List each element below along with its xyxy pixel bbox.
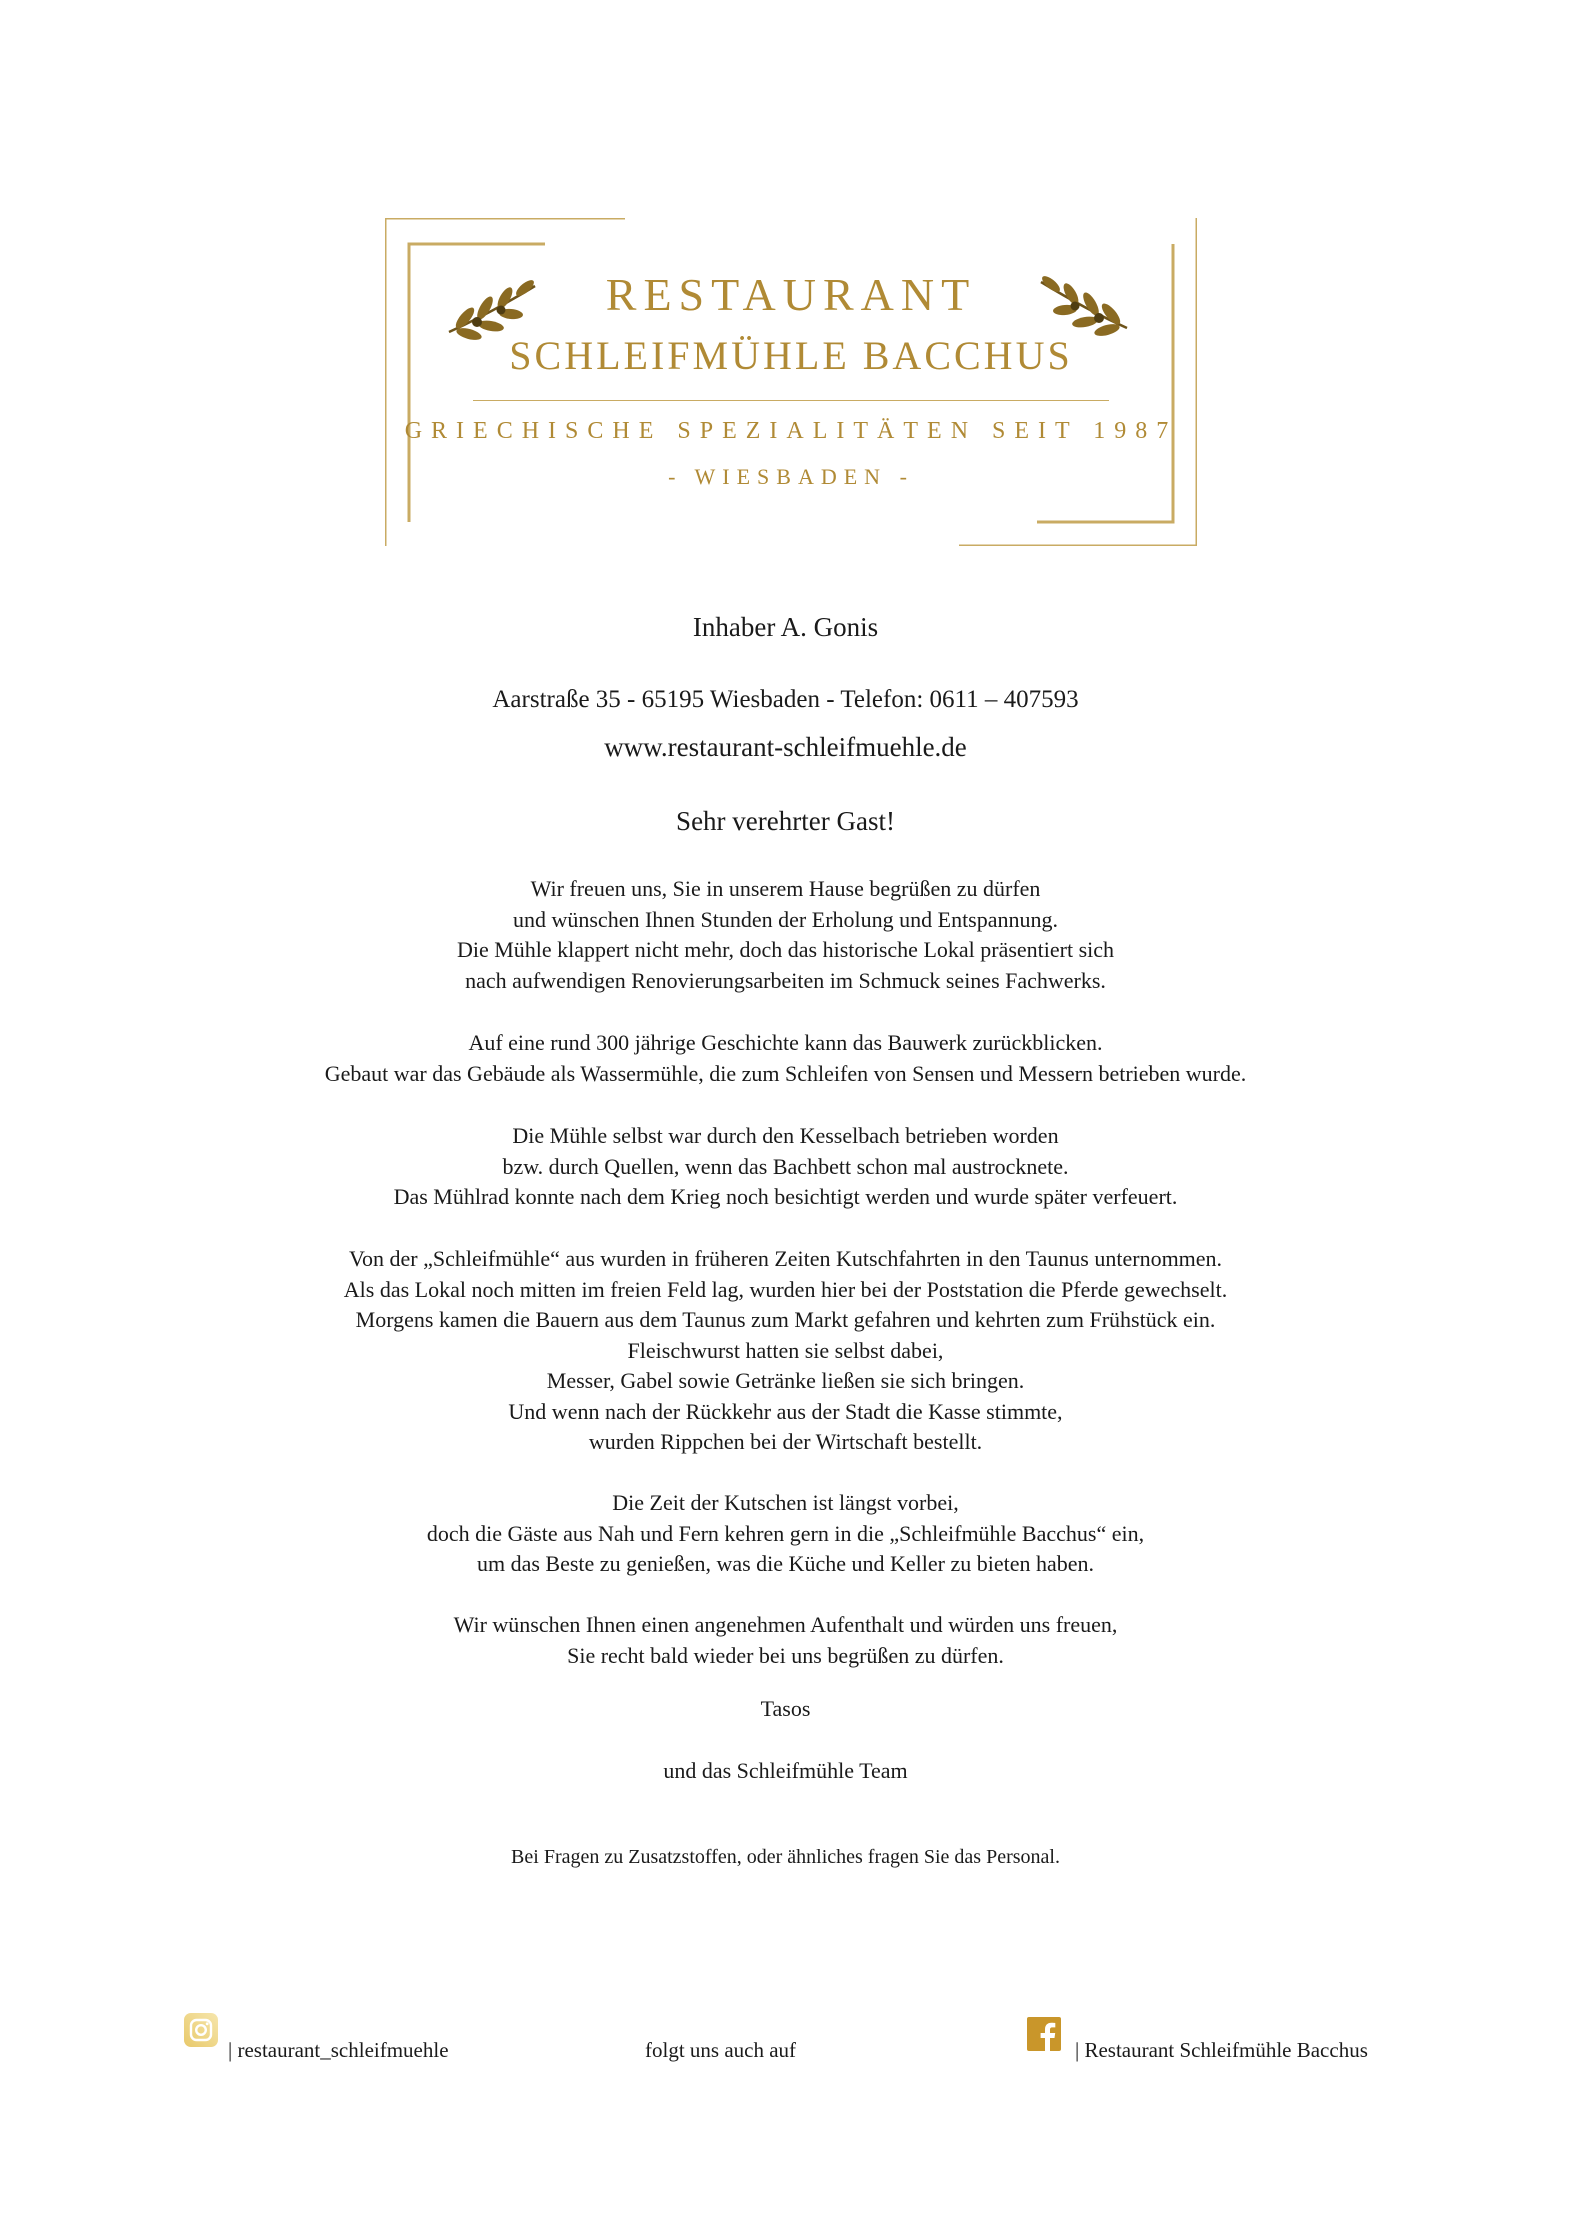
follow-us-text: folgt uns auch auf bbox=[645, 2038, 797, 2062]
text-line: Sie recht bald wieder bei uns begrüßen zu dürfen. bbox=[567, 1642, 1004, 1668]
restaurant-logo bbox=[385, 218, 1197, 546]
instagram-handle[interactable]: | restaurant_schleifmuehle bbox=[228, 2038, 449, 2062]
facebook-icon[interactable] bbox=[1027, 2017, 1061, 2051]
text-line: nach aufwendigen Renovierungsarbeiten im Schmuck seines Fachwerks. bbox=[465, 967, 1106, 993]
text-line: Die Zeit der Kutschen ist längst vorbei, bbox=[612, 1490, 959, 1515]
logo-city: - WIESBADEN - bbox=[668, 464, 914, 489]
logo-subtitle: SCHLEIFMÜHLE BACCHUS bbox=[509, 333, 1073, 378]
text-line: wurden Rippchen bei der Wirtschaft bestellt. bbox=[588, 1429, 983, 1454]
additives-note: Bei Fragen zu Zusatzstoffen, oder ähnliches fragen Sie das Personal. bbox=[511, 1846, 1060, 1868]
address-line: Aarstraße 35 - 65195 Wiesbaden - Telefon: 0611 – 407593 bbox=[492, 686, 1079, 713]
paragraph-guests bbox=[0, 1488, 1571, 1580]
paragraph-history bbox=[0, 1028, 1571, 1089]
greeting: Sehr verehrter Gast! bbox=[676, 806, 895, 836]
text-line: Auf eine rund 300 jährige Geschichte kann das Bauwerk zurückblicken. bbox=[468, 1030, 1103, 1055]
logo-title: RESTAURANT bbox=[605, 269, 977, 320]
text-line: Das Mühlrad konnte nach dem Krieg noch besichtigt werden und wurde später verfeuert. bbox=[393, 1184, 1178, 1209]
website-link[interactable]: www.restaurant-schleifmuehle.de bbox=[604, 732, 967, 762]
text-line: Die Mühle klappert nicht mehr, doch das historische Lokal präsentiert sich bbox=[456, 937, 1115, 962]
paragraph-mill bbox=[0, 1121, 1571, 1213]
text-line: Von der „Schleifmühle“ aus wurden in früheren Zeiten Kutschfahrten in den Taunus unternommen. bbox=[348, 1246, 1223, 1271]
text-line: Gebaut war das Gebäude als Wassermühle, die zum Schleifen von Sensen und Messern betrieben wurde. bbox=[324, 1060, 1247, 1086]
text-line: Die Mühle selbst war durch den Kesselbach betrieben worden bbox=[512, 1123, 1059, 1148]
text-line: und wünschen Ihnen Stunden der Erholung und Entspannung. bbox=[512, 906, 1059, 932]
text-line: Wir freuen uns, Sie in unserem Hause begrüßen zu dürfen bbox=[530, 876, 1041, 901]
text-line: Messer, Gabel sowie Getränke ließen sie sich bringen. bbox=[546, 1368, 1025, 1393]
text-line: um das Beste zu genießen, was die Küche und Keller zu bieten haben. bbox=[476, 1551, 1094, 1576]
facebook-page-name[interactable]: | Restaurant Schleifmühle Bacchus bbox=[1075, 2038, 1368, 2062]
text-line: doch die Gäste aus Nah und Fern kehren gern in die „Schleifmühle Bacchus“ ein, bbox=[426, 1520, 1145, 1546]
owner-line: Inhaber A. Gonis bbox=[692, 612, 879, 642]
paragraph-carriages bbox=[0, 1244, 1571, 1458]
signature-name: Tasos bbox=[760, 1696, 811, 1721]
instagram-icon[interactable] bbox=[183, 2012, 219, 2048]
signature-team: und das Schleifmühle Team bbox=[663, 1758, 908, 1783]
logo-tagline: GRIECHISCHE SPEZIALITÄTEN SEIT 1987 bbox=[404, 418, 1178, 444]
text-line: bzw. durch Quellen, wenn das Bachbett schon mal austrocknete. bbox=[502, 1153, 1069, 1179]
text-line: Als das Lokal noch mitten im freien Feld lag, wurden hier bei der Poststation die Pferde gewechselt. bbox=[343, 1276, 1228, 1302]
text-line: Wir wünschen Ihnen einen angenehmen Aufenthalt und würden uns freuen, bbox=[453, 1612, 1118, 1637]
text-line: Morgens kamen die Bauern aus dem Taunus zum Markt gefahren und kehrten zum Frühstück ein. bbox=[355, 1307, 1216, 1332]
text-line: Und wenn nach der Rückkehr aus der Stadt die Kasse stimmte, bbox=[508, 1398, 1063, 1424]
paragraph-closing bbox=[0, 1610, 1571, 1671]
paragraph-welcome bbox=[0, 874, 1571, 996]
logo-divider bbox=[473, 400, 1109, 401]
text-line: Fleischwurst hatten sie selbst dabei, bbox=[627, 1337, 944, 1363]
